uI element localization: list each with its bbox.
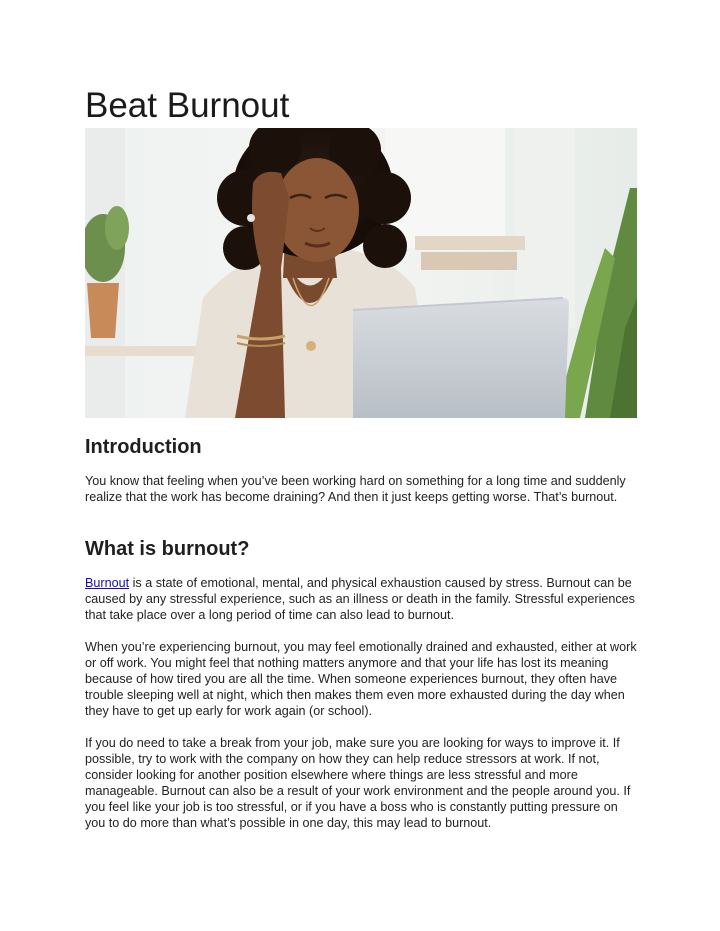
what-is-paragraph-1-text: is a state of emotional, mental, and physical exhaustion caused by stress. Burnout can be caused by any stressful experience, such as an illness or death in the family. Stressful experiences that take place over a long period of time can also lead to burnout. — [85, 576, 635, 622]
burnout-link[interactable]: Burnout — [85, 576, 130, 590]
introduction-paragraph: You know that feeling when you’ve been working hard on something for a long time and suddenly realize that the work has become draining? And then it just keeps getting worse. That’s burnout. — [85, 474, 626, 504]
what-is-paragraph-2: When you’re experiencing burnout, you may feel emotionally drained and exhausted, either at work or off work. You might feel that nothing matters anymore and that your life has lost its meaning because of how tired you are all the time. When someone experiences burnout, they often have trouble sleeping well at night, which then makes them even more exhausted during the day when they have to get up early for work again (or school). — [85, 640, 637, 718]
photo-woman-headache-at-laptop-icon — [85, 128, 637, 418]
section-heading-what-is-burnout: What is burnout? — [85, 538, 250, 560]
what-is-paragraph-3: If you do need to take a break from your job, make sure you are looking for ways to improve it. If possible, try to work with the company on how they can help reduce stressors at work. If not, consider looking for another position elsewhere where things are less stressful and more manageable. Burnout can also be a result of your work environment and the people around you. If you feel like your job is too stressful, or if you have a boss who is constantly putting pressure on you to do more than what’s possible in one day, this may lead to burnout. — [85, 736, 631, 830]
section-heading-introduction: Introduction — [85, 436, 202, 458]
what-is-paragraph-1 — [85, 575, 637, 623]
page-title: Beat Burnout — [85, 86, 290, 125]
hero-image — [85, 128, 637, 418]
